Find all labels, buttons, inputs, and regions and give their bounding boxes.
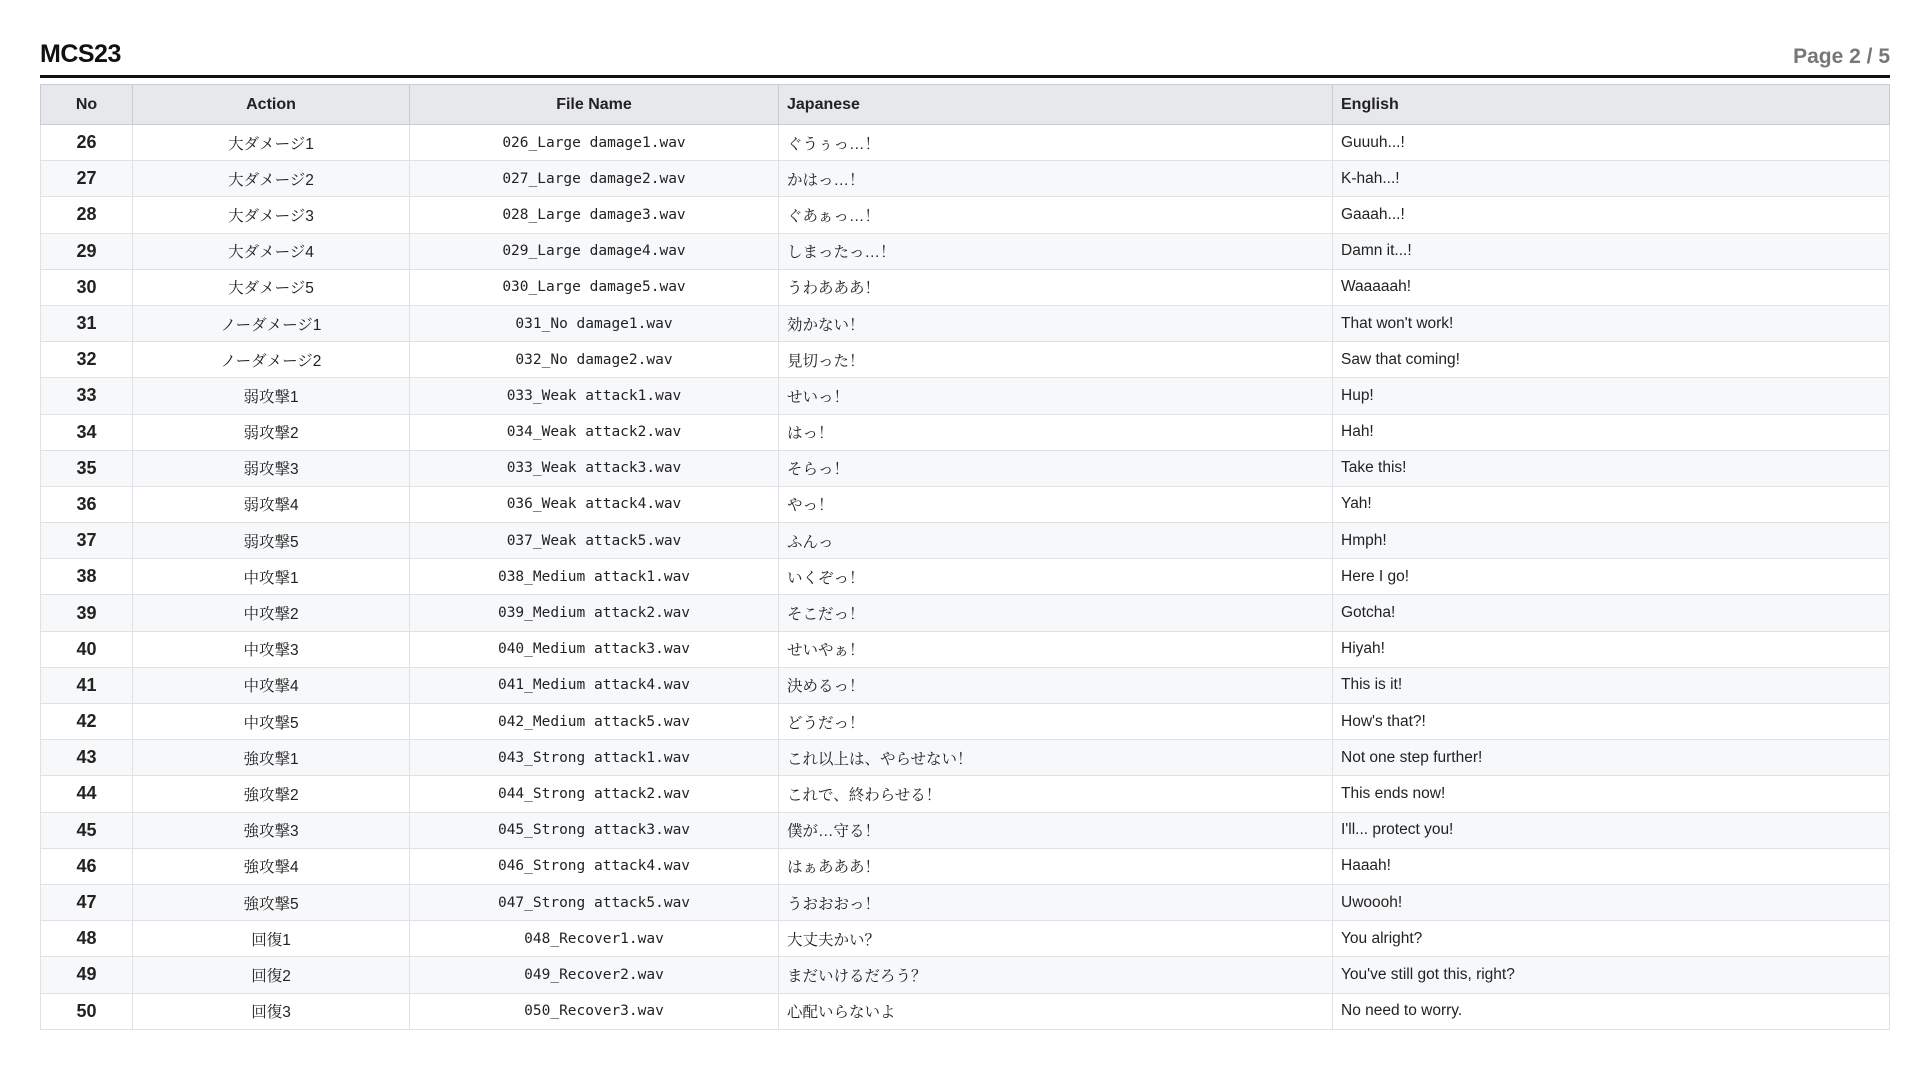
table-row <box>41 197 1890 233</box>
table-row <box>41 776 1890 812</box>
cell-action: 大ダメージ1 <box>133 125 410 161</box>
column-header-japanese: Japanese <box>779 85 1333 125</box>
cell-file-name: 037_Weak attack5.wav <box>410 523 779 559</box>
cell-japanese: ぐあぁっ…！ <box>779 197 1333 233</box>
cell-no: 39 <box>41 595 133 631</box>
cell-no: 36 <box>41 486 133 522</box>
cell-file-name: 050_Recover3.wav <box>410 993 779 1029</box>
cell-japanese: 僕が…守る！ <box>779 812 1333 848</box>
cell-action: 弱攻撃5 <box>133 523 410 559</box>
cell-no: 26 <box>41 125 133 161</box>
cell-file-name: 031_No damage1.wav <box>410 305 779 341</box>
cell-japanese: やっ！ <box>779 486 1333 522</box>
cell-english: Saw that coming! <box>1333 342 1890 378</box>
cell-japanese: せいっ！ <box>779 378 1333 414</box>
cell-no: 48 <box>41 921 133 957</box>
cell-japanese: そらっ！ <box>779 450 1333 486</box>
column-header-action: Action <box>133 85 410 125</box>
cell-english: K-hah...! <box>1333 161 1890 197</box>
cell-english: No need to worry. <box>1333 993 1890 1029</box>
cell-japanese: 見切った！ <box>779 342 1333 378</box>
cell-japanese: これで、終わらせる！ <box>779 776 1333 812</box>
cell-no: 42 <box>41 704 133 740</box>
cell-english: You've still got this, right? <box>1333 957 1890 993</box>
cell-english: Gotcha! <box>1333 595 1890 631</box>
table-row <box>41 812 1890 848</box>
cell-file-name: 027_Large damage2.wav <box>410 161 779 197</box>
cell-action: 強攻撃4 <box>133 848 410 884</box>
cell-no: 49 <box>41 957 133 993</box>
table-row <box>41 993 1890 1029</box>
cell-no: 40 <box>41 631 133 667</box>
table-row <box>41 921 1890 957</box>
cell-english: Not one step further! <box>1333 740 1890 776</box>
cell-action: 強攻撃5 <box>133 884 410 920</box>
cell-no: 29 <box>41 233 133 269</box>
table-row <box>41 848 1890 884</box>
cell-no: 31 <box>41 305 133 341</box>
cell-file-name: 041_Medium attack4.wav <box>410 667 779 703</box>
table-row <box>41 305 1890 341</box>
cell-no: 45 <box>41 812 133 848</box>
cell-file-name: 039_Medium attack2.wav <box>410 595 779 631</box>
page-indicator: Page 2 / 5 <box>1793 45 1890 68</box>
cell-action: 強攻撃3 <box>133 812 410 848</box>
cell-japanese: はぁあああ！ <box>779 848 1333 884</box>
cell-action: 大ダメージ5 <box>133 269 410 305</box>
table-row <box>41 667 1890 703</box>
cell-file-name: 045_Strong attack3.wav <box>410 812 779 848</box>
table-row <box>41 342 1890 378</box>
cell-english: Here I go! <box>1333 559 1890 595</box>
cell-no: 35 <box>41 450 133 486</box>
cell-file-name: 044_Strong attack2.wav <box>410 776 779 812</box>
cell-japanese: うわあああ！ <box>779 269 1333 305</box>
cell-action: 大ダメージ4 <box>133 233 410 269</box>
cell-no: 27 <box>41 161 133 197</box>
cell-japanese: まだいけるだろう？ <box>779 957 1333 993</box>
cell-japanese: 決めるっ！ <box>779 667 1333 703</box>
cell-no: 28 <box>41 197 133 233</box>
cell-english: Haaah! <box>1333 848 1890 884</box>
cell-file-name: 048_Recover1.wav <box>410 921 779 957</box>
cell-english: Take this! <box>1333 450 1890 486</box>
cell-file-name: 042_Medium attack5.wav <box>410 704 779 740</box>
cell-japanese: はっ！ <box>779 414 1333 450</box>
cell-english: This ends now! <box>1333 776 1890 812</box>
cell-file-name: 029_Large damage4.wav <box>410 233 779 269</box>
cell-file-name: 036_Weak attack4.wav <box>410 486 779 522</box>
table-row <box>41 414 1890 450</box>
table-row <box>41 957 1890 993</box>
cell-japanese: 心配いらないよ <box>779 993 1333 1029</box>
table-header-row <box>41 85 1890 125</box>
cell-english: Hah! <box>1333 414 1890 450</box>
cell-no: 38 <box>41 559 133 595</box>
cell-file-name: 046_Strong attack4.wav <box>410 848 779 884</box>
cell-no: 37 <box>41 523 133 559</box>
cell-english: Hiyah! <box>1333 631 1890 667</box>
cell-action: 強攻撃1 <box>133 740 410 776</box>
table-row <box>41 559 1890 595</box>
cell-japanese: 大丈夫かい？ <box>779 921 1333 957</box>
cell-action: 中攻撃3 <box>133 631 410 667</box>
cell-action: 弱攻撃3 <box>133 450 410 486</box>
cell-file-name: 049_Recover2.wav <box>410 957 779 993</box>
cell-no: 32 <box>41 342 133 378</box>
cell-no: 47 <box>41 884 133 920</box>
cell-english: Hmph! <box>1333 523 1890 559</box>
cell-english: You alright? <box>1333 921 1890 957</box>
cell-file-name: 047_Strong attack5.wav <box>410 884 779 920</box>
cell-file-name: 032_No damage2.wav <box>410 342 779 378</box>
cell-japanese: ぐうぅっ…！ <box>779 125 1333 161</box>
cell-file-name: 028_Large damage3.wav <box>410 197 779 233</box>
cell-japanese: そこだっ！ <box>779 595 1333 631</box>
table-row <box>41 161 1890 197</box>
cell-english: Waaaaah! <box>1333 269 1890 305</box>
cell-action: 中攻撃1 <box>133 559 410 595</box>
table-row <box>41 125 1890 161</box>
cell-action: 弱攻撃1 <box>133 378 410 414</box>
cell-english: This is it! <box>1333 667 1890 703</box>
cell-japanese: どうだっ！ <box>779 704 1333 740</box>
cell-japanese: いくぞっ！ <box>779 559 1333 595</box>
cell-action: 回復2 <box>133 957 410 993</box>
cell-english: Guuuh...! <box>1333 125 1890 161</box>
table-row <box>41 740 1890 776</box>
cell-japanese: かはっ…！ <box>779 161 1333 197</box>
cell-action: ノーダメージ1 <box>133 305 410 341</box>
table-body <box>41 125 1890 1030</box>
cell-no: 43 <box>41 740 133 776</box>
cell-file-name: 038_Medium attack1.wav <box>410 559 779 595</box>
cell-english: Damn it...! <box>1333 233 1890 269</box>
column-header-file-name: File Name <box>410 85 779 125</box>
cell-english: Yah! <box>1333 486 1890 522</box>
table-row <box>41 486 1890 522</box>
cell-action: 大ダメージ3 <box>133 197 410 233</box>
voice-lines-table <box>40 84 1890 1030</box>
table-row <box>41 884 1890 920</box>
cell-file-name: 033_Weak attack1.wav <box>410 378 779 414</box>
table-row <box>41 450 1890 486</box>
cell-english: Hup! <box>1333 378 1890 414</box>
cell-action: 中攻撃5 <box>133 704 410 740</box>
table-row <box>41 523 1890 559</box>
cell-action: 中攻撃4 <box>133 667 410 703</box>
table-row <box>41 704 1890 740</box>
table-row <box>41 233 1890 269</box>
cell-english: Gaaah...! <box>1333 197 1890 233</box>
column-header-no: No <box>41 85 133 125</box>
cell-japanese: これ以上は、やらせない！ <box>779 740 1333 776</box>
cell-action: 回復1 <box>133 921 410 957</box>
cell-action: 大ダメージ2 <box>133 161 410 197</box>
cell-file-name: 034_Weak attack2.wav <box>410 414 779 450</box>
cell-file-name: 030_Large damage5.wav <box>410 269 779 305</box>
document-title: MCS23 <box>40 40 121 68</box>
table-row <box>41 631 1890 667</box>
cell-no: 44 <box>41 776 133 812</box>
cell-english: How's that?! <box>1333 704 1890 740</box>
cell-file-name: 026_Large damage1.wav <box>410 125 779 161</box>
cell-english: I'll... protect you! <box>1333 812 1890 848</box>
cell-action: 強攻撃2 <box>133 776 410 812</box>
cell-action: 弱攻撃4 <box>133 486 410 522</box>
cell-no: 34 <box>41 414 133 450</box>
cell-no: 30 <box>41 269 133 305</box>
table-row <box>41 595 1890 631</box>
cell-no: 50 <box>41 993 133 1029</box>
cell-file-name: 040_Medium attack3.wav <box>410 631 779 667</box>
cell-action: 回復3 <box>133 993 410 1029</box>
cell-file-name: 043_Strong attack1.wav <box>410 740 779 776</box>
cell-action: ノーダメージ2 <box>133 342 410 378</box>
page-header <box>40 40 1890 78</box>
cell-no: 33 <box>41 378 133 414</box>
cell-japanese: ふんっ <box>779 523 1333 559</box>
cell-no: 41 <box>41 667 133 703</box>
cell-japanese: 効かない！ <box>779 305 1333 341</box>
cell-action: 中攻撃2 <box>133 595 410 631</box>
cell-english: Uwoooh! <box>1333 884 1890 920</box>
cell-no: 46 <box>41 848 133 884</box>
column-header-english: English <box>1333 85 1890 125</box>
table-row <box>41 378 1890 414</box>
cell-japanese: うおおおっ！ <box>779 884 1333 920</box>
cell-english: That won't work! <box>1333 305 1890 341</box>
cell-file-name: 033_Weak attack3.wav <box>410 450 779 486</box>
cell-japanese: しまったっ…！ <box>779 233 1333 269</box>
table-row <box>41 269 1890 305</box>
document-page <box>40 40 1890 1030</box>
cell-action: 弱攻撃2 <box>133 414 410 450</box>
cell-japanese: せいやぁ！ <box>779 631 1333 667</box>
